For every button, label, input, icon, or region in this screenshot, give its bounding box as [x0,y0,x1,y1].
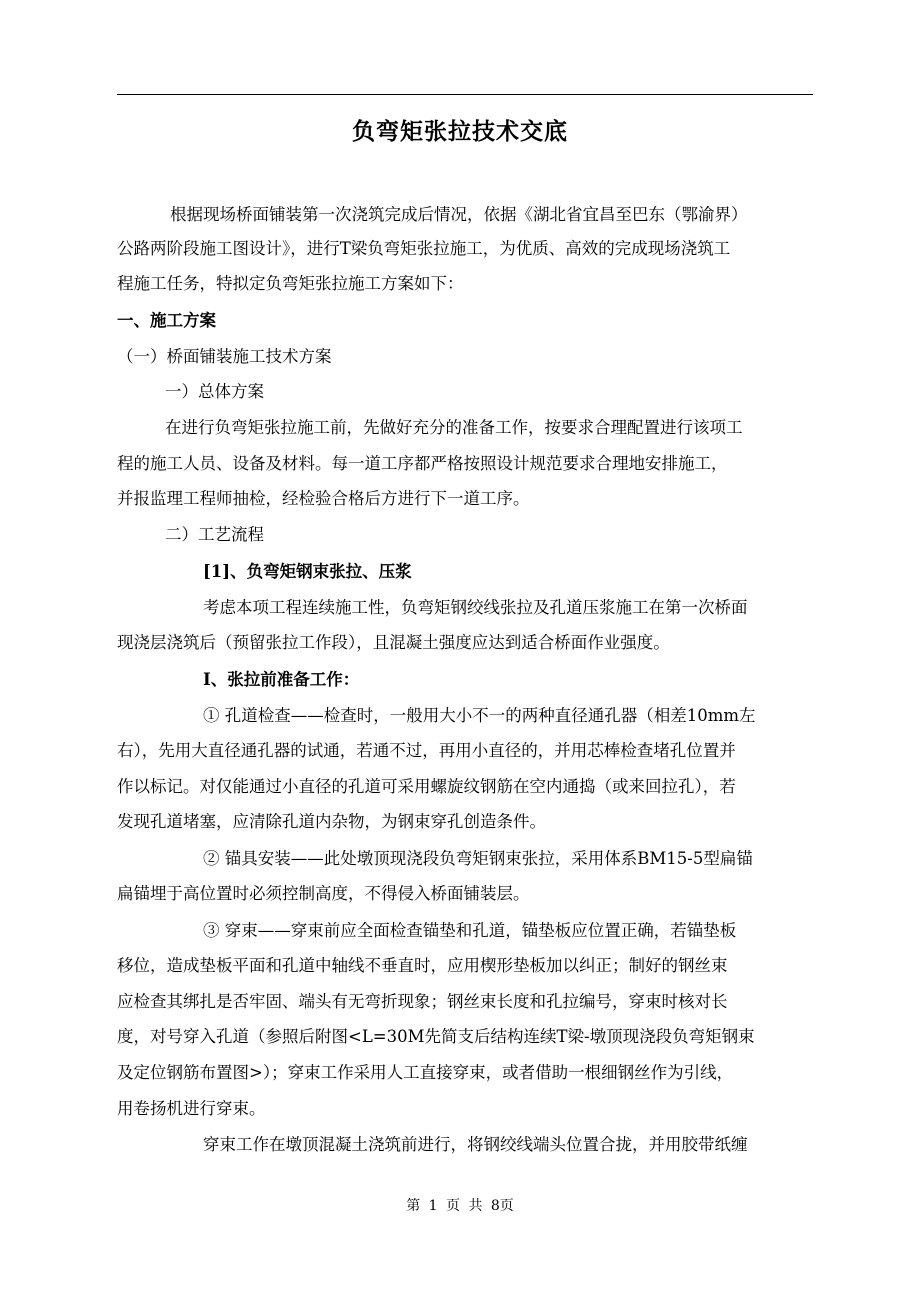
paragraph-line: 公路两阶段施工图设计》，进行T梁负弯矩张拉施工，为优质、高效的完成现场浇筑工 [117,239,731,258]
paragraph-line: 移位，造成垫板平面和孔道中轴线不垂直时，应用楔形垫板加以纠正；制好的钢丝束 [117,956,728,975]
document-title: 负弯矩张拉技术交底 [352,118,568,145]
paragraph-line: ③ 穿束——穿束前应全面检查锚垫和孔道，锚垫板应位置正确，若锚垫板 [203,921,737,940]
paragraph-line: 程的施工人员、设备及材料。每一道工序都严格按照设计规范要求合理地安排施工， [117,454,728,473]
paragraph-line: 用卷扬机进行穿束。 [117,1099,266,1118]
paragraph-line: ① 孔道检查——检查时，一般用大小不一的两种直径通孔器（相差10mm左 [203,706,756,725]
subsection-heading: 一）总体方案 [165,382,264,401]
paragraph-line: 及定位钢筋布置图>）；穿束工作采用人工直接穿束，或者借助一根细钢丝作为引线， [117,1063,734,1082]
paragraph-line: 右），先用大直径通孔器的试通，若通不过，再用小直径的，并用芯棒检查堵孔位置并 [117,741,736,760]
paragraph-line: 作以标记。对仅能通过小直径的孔道可采用螺旋纹钢筋在空内通捣（或来回拉孔），若 [117,777,736,796]
header-rule [117,94,813,95]
paragraph-line: ② 锚具安装——此处墩顶现浇段负弯矩钢束张拉，采用体系BM15-5型扁锚 [203,849,753,868]
paragraph-line: 现浇层浇筑后（预留张拉工作段），且混凝土强度应达到适合桥面作业强度。 [117,633,670,652]
subsection-heading: 二）工艺流程 [165,525,264,544]
subsection-heading: （一）桥面铺装施工技术方案 [117,347,332,366]
step-heading: Ⅰ、张拉前准备工作： [203,670,360,689]
paragraph-line: 扁锚埋于高位置时必须控制高度，不得侵入桥面铺装层。 [117,884,530,903]
paragraph-line: 应检查其绑扎是否牢固、端头有无弯折现象；钢丝束长度和孔拉编号，穿束时核对长 [117,992,728,1011]
step-heading: [1]、负弯矩钢束张拉、压浆 [203,562,412,581]
paragraph-line: 考虑本项工程连续施工性，负弯矩钢绞线张拉及孔道压浆施工在第一次桥面 [203,598,748,617]
paragraph-line: 度，对号穿入孔道（参照后附图<L=30M先简支后结构连续T梁-墩顶现浇段负弯矩钢束 [117,1027,755,1046]
paragraph-line: 发现孔道堵塞，应清除孔道内杂物，为钢束穿孔创造条件。 [117,812,546,831]
paragraph-line: 根据现场桥面铺装第一次浇筑完成后情况，依据《湖北省宜昌至巴东（鄂渝界） [170,205,748,224]
page-number-footer: 第 1 页 共 8页 [406,1198,514,1214]
paragraph-line: 穿束工作在墩顶混凝土浇筑前进行，将钢绞线端头位置合拢，并用胶带纸缠 [203,1135,748,1154]
paragraph-line: 并报监理工程师抽检，经检验合格后方进行下一道工序。 [117,489,530,508]
paragraph-line: 在进行负弯矩张拉施工前，先做好充分的准备工作，按要求合理配置进行该项工 [165,418,743,437]
paragraph-line: 程施工任务，特拟定负弯矩张拉施工方案如下： [117,274,464,293]
section-heading: 一、施工方案 [117,311,216,330]
